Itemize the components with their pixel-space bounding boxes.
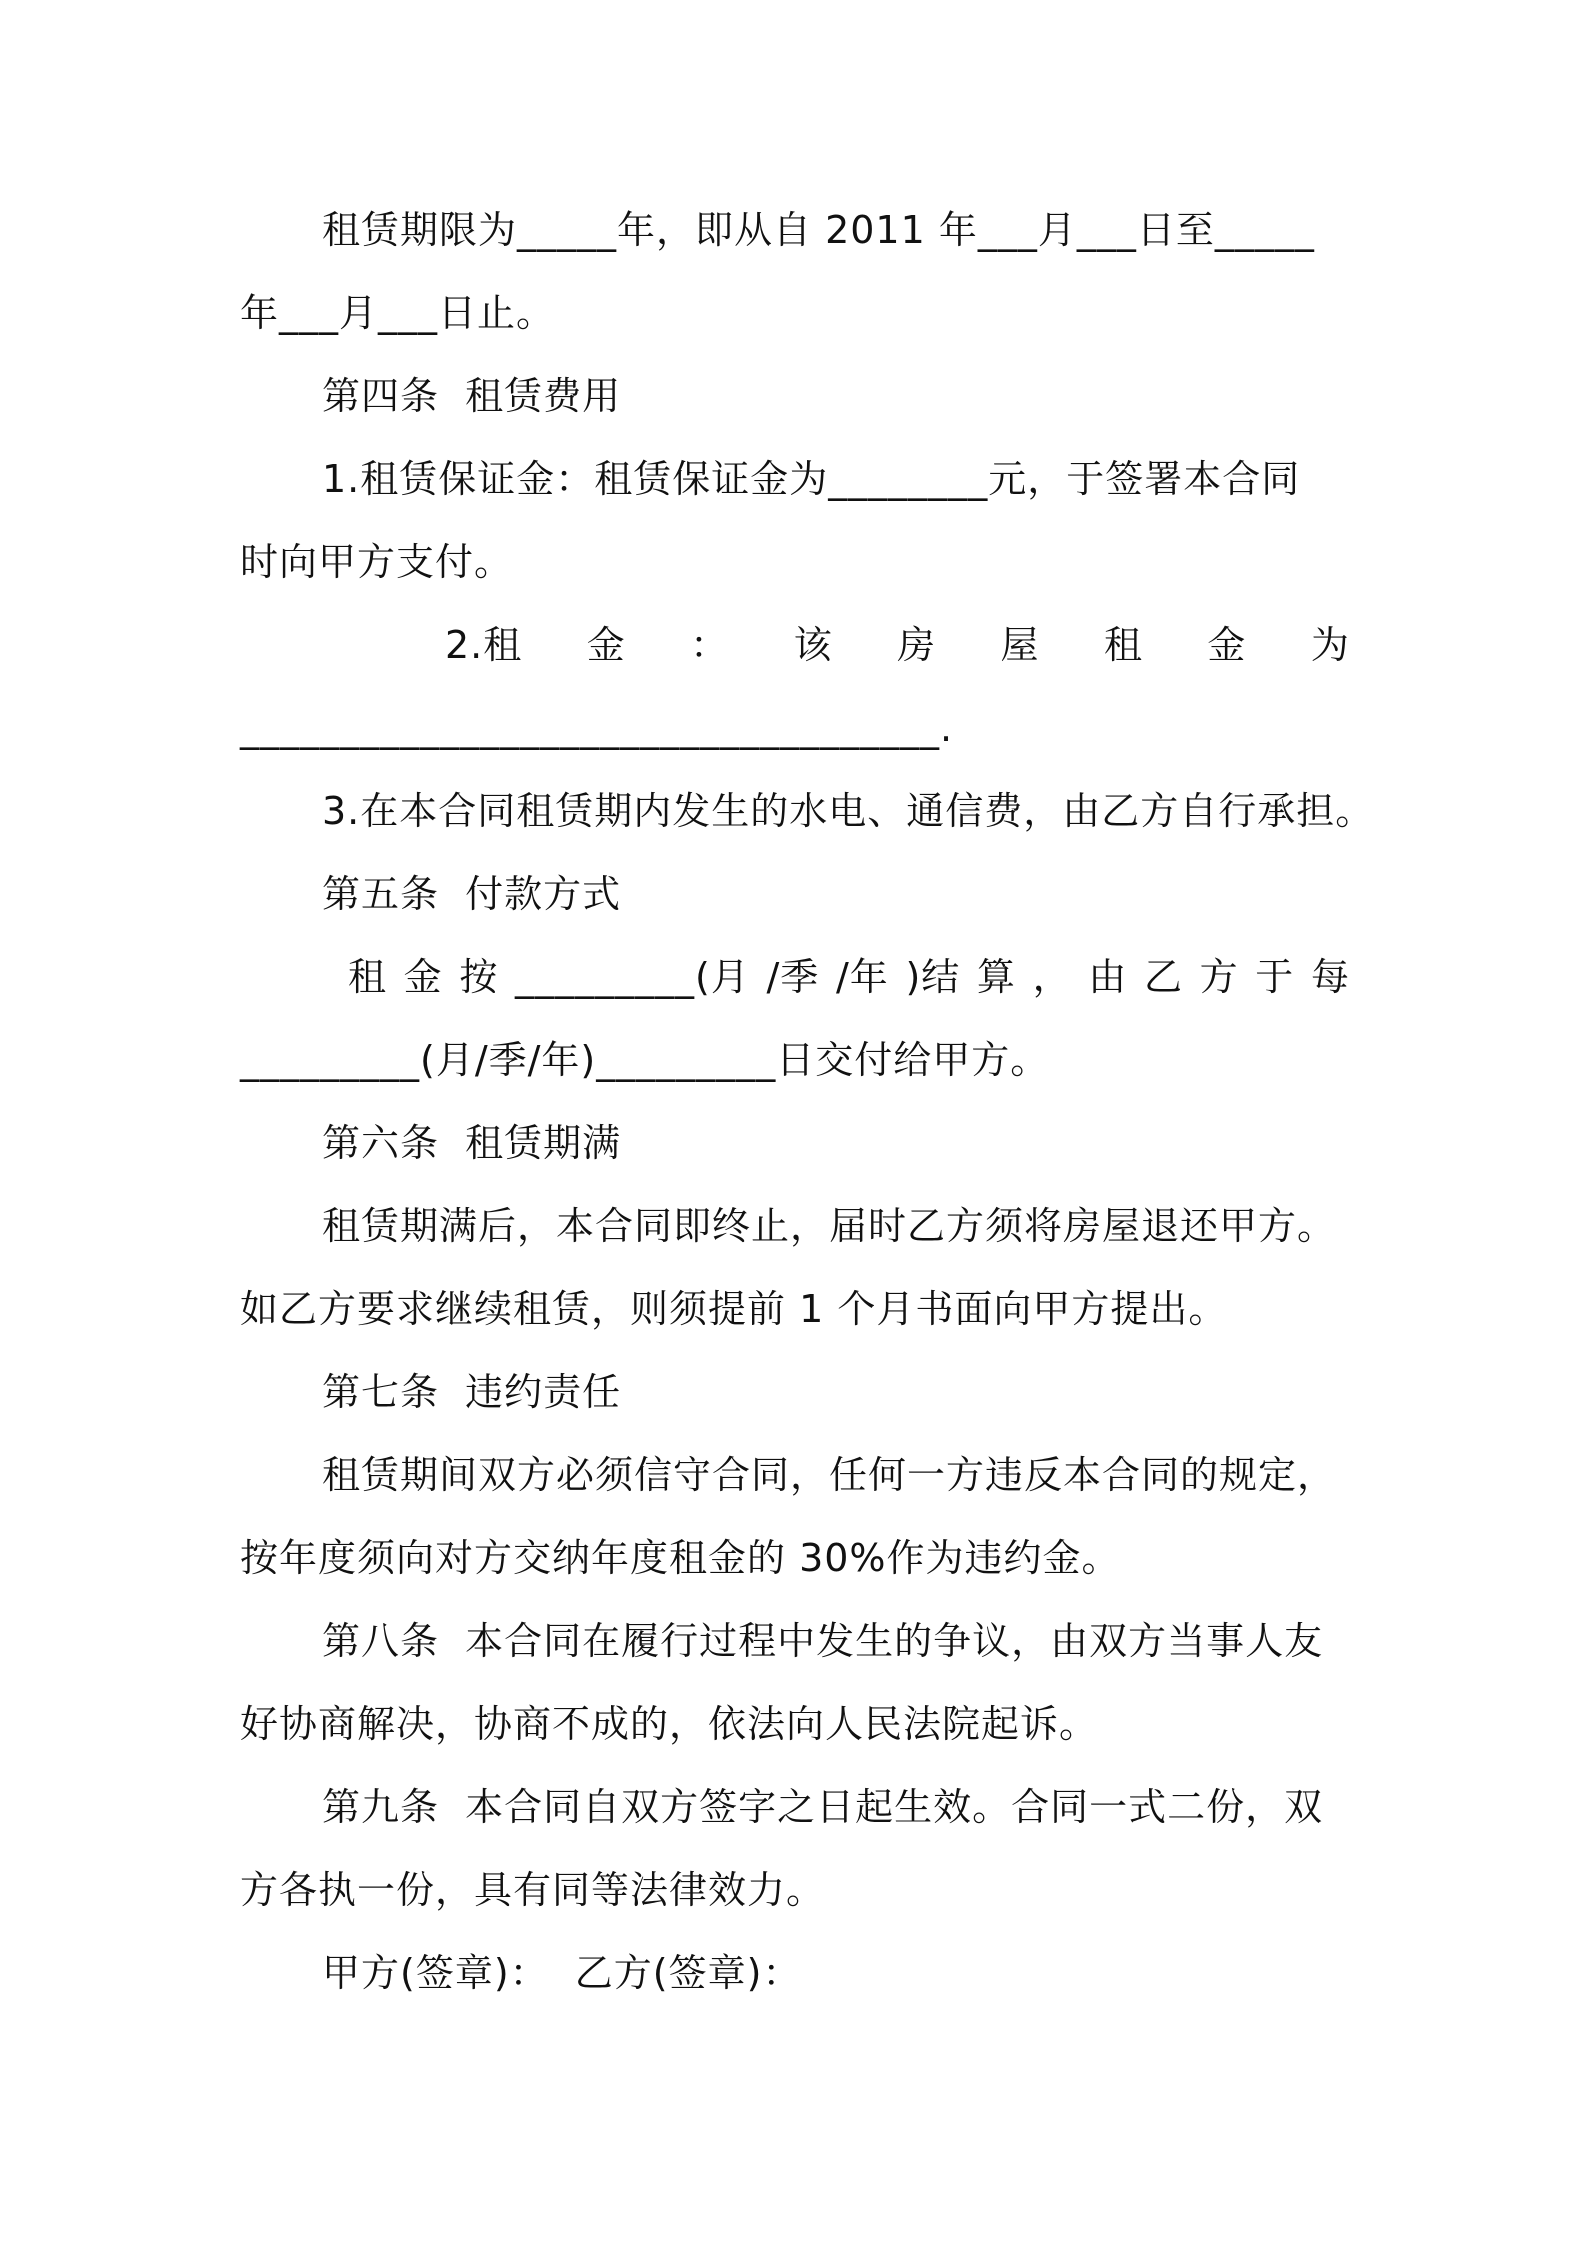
article-9-line-1: 第九条 本合同自双方签字之日起生效。合同一式二份，双 (322, 1785, 1324, 1829)
payment-token: ， (1032, 955, 1072, 999)
article-4-heading: 第四条 租赁费用 (322, 374, 622, 418)
payment-token: 租 (348, 955, 388, 999)
deposit-line-2: 时向甲方支付。 (240, 540, 514, 584)
expiry-line-1: 租赁期满后，本合同即终止，届时乙方须将房屋退还甲方。 (322, 1204, 1337, 1248)
payment-line-1 (240, 952, 1350, 1002)
expiry-line-2: 如乙方要求继续租赁，则须提前 1 个月书面向甲方提出。 (240, 1287, 1228, 1331)
breach-line-2: 按年度须向对方交纳年度租金的 30%作为违约金。 (240, 1536, 1121, 1580)
payment-token: _________(月 (515, 955, 750, 999)
payment-token: 金 (403, 955, 443, 999)
rent-token: ： (690, 623, 730, 667)
payment-token: )结 (905, 955, 961, 999)
payment-token: 每 (1310, 955, 1350, 999)
lease-term-line-2: 年___月___日止。 (240, 291, 556, 335)
rent-token: 为 (1310, 623, 1350, 667)
payment-token: 由 (1088, 955, 1128, 999)
payment-line-2: _________(月/季/年)_________日交付给甲方。 (240, 1038, 1050, 1082)
payment-token: /季 (766, 955, 820, 999)
payment-token: 乙 (1143, 955, 1183, 999)
rent-token: 屋 (1000, 623, 1040, 667)
utilities-line: 3.在本合同租赁期内发生的水电、通信费，由乙方自行承担。 (322, 789, 1375, 833)
rent-line-1 (240, 620, 1350, 670)
rent-token: 房 (897, 623, 937, 667)
rent-token: 2.租 (445, 623, 523, 667)
payment-token: /年 (835, 955, 889, 999)
article-6-heading: 第六条 租赁期满 (322, 1121, 622, 1165)
payment-token: 按 (459, 955, 499, 999)
rent-token: 该 (793, 623, 833, 667)
signature-line: 甲方(签章)： 乙方(签章)： (322, 1951, 802, 1995)
lease-term-line-1: 租赁期限为_____年，即从自 2011 年___月___日至_____ (322, 208, 1315, 252)
payment-token: 算 (976, 955, 1016, 999)
article-8-line-2: 好协商解决，协商不成的，依法向人民法院起诉。 (240, 1702, 1099, 1746)
article-7-heading: 第七条 违约责任 (322, 1370, 622, 1414)
rent-line-2: ___________________________________. (240, 706, 954, 750)
payment-token: 方 (1199, 955, 1239, 999)
breach-line-1: 租赁期间双方必须信守合同，任何一方违反本合同的规定， (322, 1453, 1337, 1497)
article-8-line-1: 第八条 本合同在履行过程中发生的争议，由双方当事人友 (322, 1619, 1324, 1663)
payment-token: 于 (1255, 955, 1295, 999)
article-5-heading: 第五条 付款方式 (322, 872, 622, 916)
rent-token: 租 (1103, 623, 1143, 667)
deposit-line-1: 1.租赁保证金：租赁保证金为________元，于签署本合同 (322, 457, 1301, 501)
rent-token: 金 (586, 623, 626, 667)
rent-token: 金 (1207, 623, 1247, 667)
article-9-line-2: 方各执一份，具有同等法律效力。 (240, 1868, 826, 1912)
